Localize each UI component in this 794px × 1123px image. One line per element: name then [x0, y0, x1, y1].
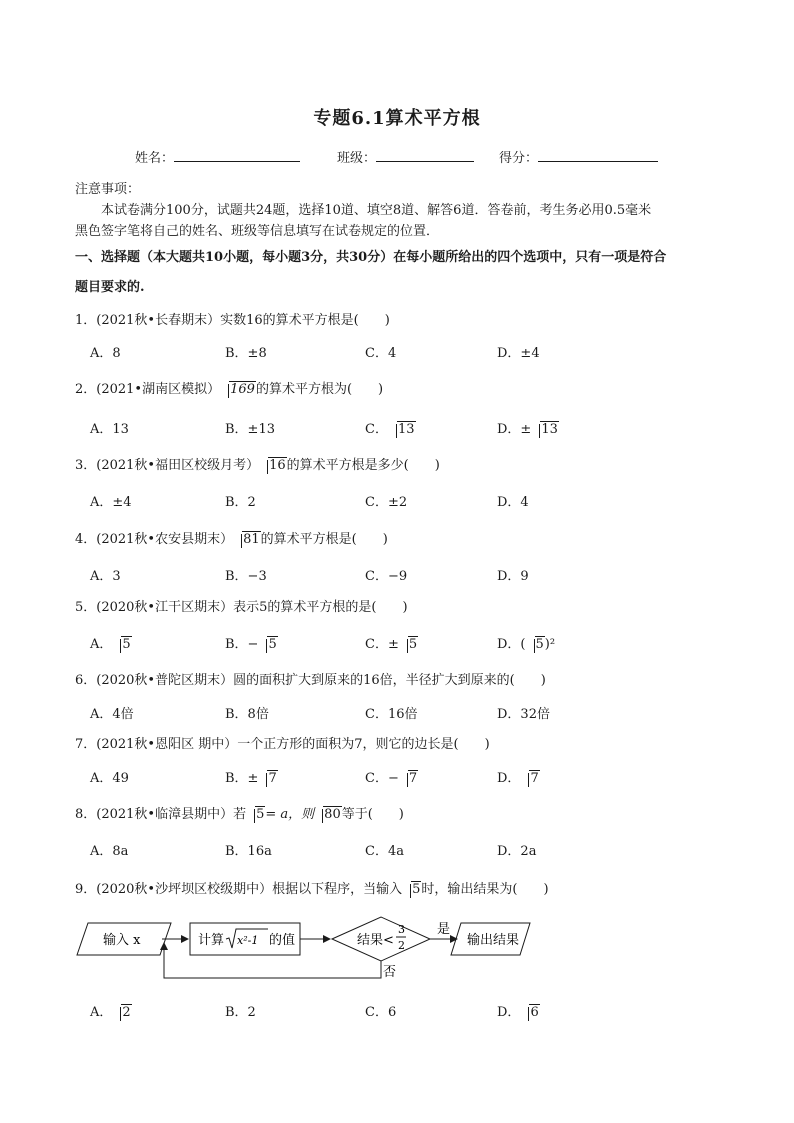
- q3-stem-sqrt: 16: [259, 458, 287, 473]
- q5-d-sqrt: 5: [526, 637, 545, 652]
- q6-option-c[interactable]: C．16倍: [365, 707, 418, 722]
- q9-option-b[interactable]: B．2: [225, 1005, 256, 1020]
- page-title: 专题6.1算术平方根: [313, 108, 481, 129]
- q7-option-c[interactable]: C．− 7: [365, 771, 418, 786]
- q6-option-d[interactable]: D．32倍: [497, 707, 550, 722]
- q5-option-b[interactable]: B．− 5: [225, 637, 277, 652]
- q3-option-d[interactable]: D．4: [497, 495, 529, 510]
- name-field[interactable]: [135, 147, 300, 166]
- q5-b-sqrt: 5: [258, 637, 277, 652]
- q6-option-a[interactable]: A．4倍: [90, 707, 134, 722]
- q7-c-sqrt: 7: [399, 771, 418, 786]
- score-label: 得分：: [499, 151, 539, 166]
- question-3-stem: 3．(2021秋•福田区校级月考） 16的算术平方根是多少( ): [75, 458, 440, 473]
- q8-option-d[interactable]: D．2a: [497, 844, 537, 859]
- q7-b-sqrt: 7: [258, 771, 277, 786]
- notice-line-2: 黑色签字笔将自己的姓名、班级等信息填写在试卷规定的位置．: [75, 224, 440, 239]
- q8-stem-sqrt-1: 5: [246, 807, 265, 822]
- q2-stem-suffix: 的算术平方根为( ): [255, 382, 384, 397]
- q2-option-a[interactable]: A．13: [90, 422, 129, 437]
- q9-option-a[interactable]: A． 2: [90, 1005, 131, 1020]
- flowchart: [0, 905, 794, 985]
- flow-arrow-no-loop: [164, 943, 381, 978]
- flow-yes-label: 是: [437, 922, 451, 937]
- question-7-stem: 7．(2021秋•恩阳区 期中）一个正方形的面积为7，则它的边长是( ): [75, 737, 490, 752]
- q2-stem-prefix: 2．(2021•湖南区模拟）: [75, 382, 221, 397]
- q2-option-b[interactable]: B．±13: [225, 422, 275, 437]
- class-label: 班级：: [337, 151, 377, 166]
- q4-option-d[interactable]: D．9: [497, 569, 529, 584]
- q4-stem-sqrt: 81: [233, 532, 261, 547]
- flow-condition-numerator: 3: [398, 923, 405, 936]
- flow-compute-radicand: x²-1: [237, 934, 259, 947]
- q4-option-c[interactable]: C．−9: [365, 569, 408, 584]
- q3-option-c[interactable]: C．±2: [365, 495, 408, 510]
- q2-d-sqrt: 13: [531, 422, 559, 437]
- notice-line-1: 本试卷满分100分，试题共24题，选择10道、填空8道、解答6道．答卷前，考生务必用0.5毫米: [101, 203, 652, 218]
- q8-option-b[interactable]: B．16a: [225, 844, 272, 859]
- question-9-stem: 9．(2020秋•沙坪坝区校级期中）根据以下程序，当输入 5时，输出结果为( ): [75, 882, 549, 897]
- q6-option-b[interactable]: B．8倍: [225, 707, 269, 722]
- q2-option-d[interactable]: D．± 13: [497, 422, 558, 437]
- notice-heading: 注意事项：: [75, 182, 141, 197]
- score-blank[interactable]: [538, 149, 658, 162]
- q3-option-a[interactable]: A．±4: [90, 495, 132, 510]
- q5-option-c[interactable]: C．± 5: [365, 637, 418, 652]
- q1-option-d[interactable]: D．±4: [497, 346, 540, 361]
- flow-compute-prefix: 计算: [198, 933, 225, 948]
- q2-option-c[interactable]: C． 13: [365, 422, 415, 437]
- q2-stem-sqrt: 169: [220, 382, 256, 397]
- flow-no-label: 否: [383, 965, 397, 980]
- q9-stem-sqrt: 5: [402, 882, 421, 897]
- q9-option-c[interactable]: C．6: [365, 1005, 397, 1020]
- q1-option-c[interactable]: C．4: [365, 346, 397, 361]
- q9-d-sqrt: 6: [520, 1005, 539, 1020]
- q3-option-b[interactable]: B．2: [225, 495, 256, 510]
- question-2-stem: [75, 378, 383, 397]
- flow-output-label: 输出结果: [467, 933, 520, 948]
- flow-condition-denominator: 2: [398, 939, 405, 952]
- flow-condition-prefix: 结果<: [357, 933, 394, 948]
- q7-option-d[interactable]: D． 7: [497, 771, 539, 786]
- score-field[interactable]: [499, 147, 658, 166]
- q9-option-d[interactable]: D． 6: [497, 1005, 539, 1020]
- q9-a-sqrt: 2: [112, 1005, 131, 1020]
- question-8-stem: 8．(2021秋•临漳县期中）若 5= a，则 80等于( ): [75, 807, 404, 822]
- q4-option-a[interactable]: A．3: [90, 569, 121, 584]
- flow-input-label: 输入 x: [103, 933, 141, 948]
- name-blank[interactable]: [174, 149, 300, 162]
- section-heading-line-2: 题目要求的.: [75, 280, 145, 295]
- q2-c-sqrt: 13: [388, 422, 416, 437]
- q4-option-b[interactable]: B．−3: [225, 569, 267, 584]
- question-5-stem: 5．(2020秋•江干区期末）表示5的算术平方根的是( ): [75, 600, 408, 615]
- name-label: 姓名：: [135, 151, 175, 166]
- q7-option-b[interactable]: B．± 7: [225, 771, 277, 786]
- q1-option-a[interactable]: A．8: [90, 346, 121, 361]
- q1-option-b[interactable]: B．±8: [225, 346, 267, 361]
- question-6-stem: 6．(2020秋•普陀区期末）圆的面积扩大到原来的16倍，半径扩大到原来的( ): [75, 673, 546, 688]
- q8-option-a[interactable]: A．8a: [90, 844, 129, 859]
- q7-option-a[interactable]: A．49: [90, 771, 129, 786]
- class-blank[interactable]: [376, 149, 474, 162]
- flow-compute-suffix: 的值: [269, 933, 296, 948]
- q8-stem-sqrt-2: 80: [314, 807, 342, 822]
- class-field[interactable]: [337, 147, 474, 166]
- question-4-stem: 4．(2021秋•农安县期末） 81的算术平方根是( ): [75, 532, 388, 547]
- q5-a-sqrt: 5: [112, 637, 131, 652]
- q5-option-a[interactable]: A． 5: [90, 637, 131, 652]
- q8-option-c[interactable]: C．4a: [365, 844, 404, 859]
- q5-option-d[interactable]: D．( 5)²: [497, 637, 556, 652]
- q5-c-sqrt: 5: [399, 637, 418, 652]
- q7-d-sqrt: 7: [520, 771, 539, 786]
- question-1-stem: 1．(2021秋•长春期末）实数16的算术平方根是( ): [75, 313, 390, 328]
- section-heading-line-1: 一、选择题（本大题共10小题，每小题3分，共30分）在每小题所给出的四个选项中，只有一项是符合: [75, 250, 667, 265]
